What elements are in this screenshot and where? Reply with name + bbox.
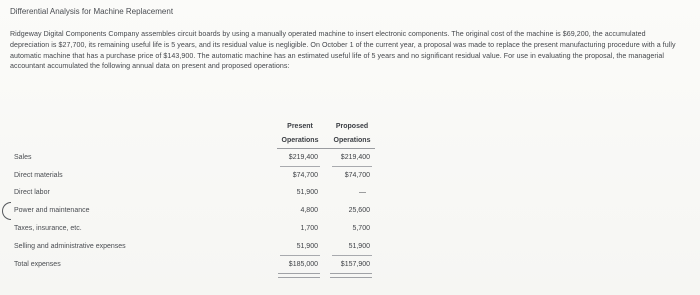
row-label-power-maintenance: Power and maintenance [14,207,90,214]
row-label-selling-admin: Selling and administrative expenses [14,243,126,250]
sales-proposed-rule [332,166,372,167]
cell-sales-proposed: $219,400 [340,154,370,161]
cell-direct-labor-present: 51,900 [296,189,318,196]
cell-selling-admin-present: 51,900 [296,243,318,250]
row-label-total-expenses: Total expenses [14,261,61,268]
row-label-sales: Sales [14,154,32,161]
cell-power-maintenance-present: 4,800 [300,207,318,214]
header-underline [277,148,375,149]
cell-sales-present: $219,400 [288,154,318,161]
problem-paragraph: Ridgeway Digital Components Company assembles circuit boards by using a manually operated machine to insert electronic components. The original cost of the machine is $69,200, the accumulated depreciation is $27,700, its remaining useful life is 5 years, and its residual value is negligible. On October 1 of the current year, a proposal was made to replace the present manufacturing procedure with a fully automatic machine that has a purchase price of $143,900. The automatic machine has an estimated useful life of 5 years and no significant residual value. For use in evaluating the proposal, the managerial accountant accumulated the following annual data on present and proposed operations: [10,30,676,71]
total-proposed-double-rule [330,273,372,278]
row-label-direct-labor: Direct labor [14,189,50,196]
cell-taxes-insurance-proposed: 5,700 [352,225,370,232]
cell-total-expenses-proposed: $157,900 [340,261,370,268]
cell-power-maintenance-proposed: 25,600 [348,207,370,214]
header-proposed-line2: Operations [333,137,371,144]
cell-direct-materials-present: $74,700 [292,172,318,179]
row-marker-bracket [2,202,11,220]
row-label-direct-materials: Direct materials [14,172,63,179]
selling-present-rule [280,255,320,256]
header-present-line2: Operations [281,137,319,144]
cell-total-expenses-present: $185,000 [288,261,318,268]
total-present-double-rule [278,273,320,278]
cell-direct-labor-proposed: — [359,189,366,196]
cell-taxes-insurance-present: 1,700 [300,225,318,232]
document-title: Differential Analysis for Machine Replacement [10,7,174,16]
header-present-line1: Present [287,123,313,130]
cell-selling-admin-proposed: 51,900 [348,243,370,250]
header-proposed-line1: Proposed [335,123,369,130]
selling-proposed-rule [332,255,372,256]
sales-present-rule [280,166,320,167]
cell-direct-materials-proposed: $74,700 [344,172,370,179]
row-label-taxes-insurance: Taxes, insurance, etc. [14,225,82,232]
